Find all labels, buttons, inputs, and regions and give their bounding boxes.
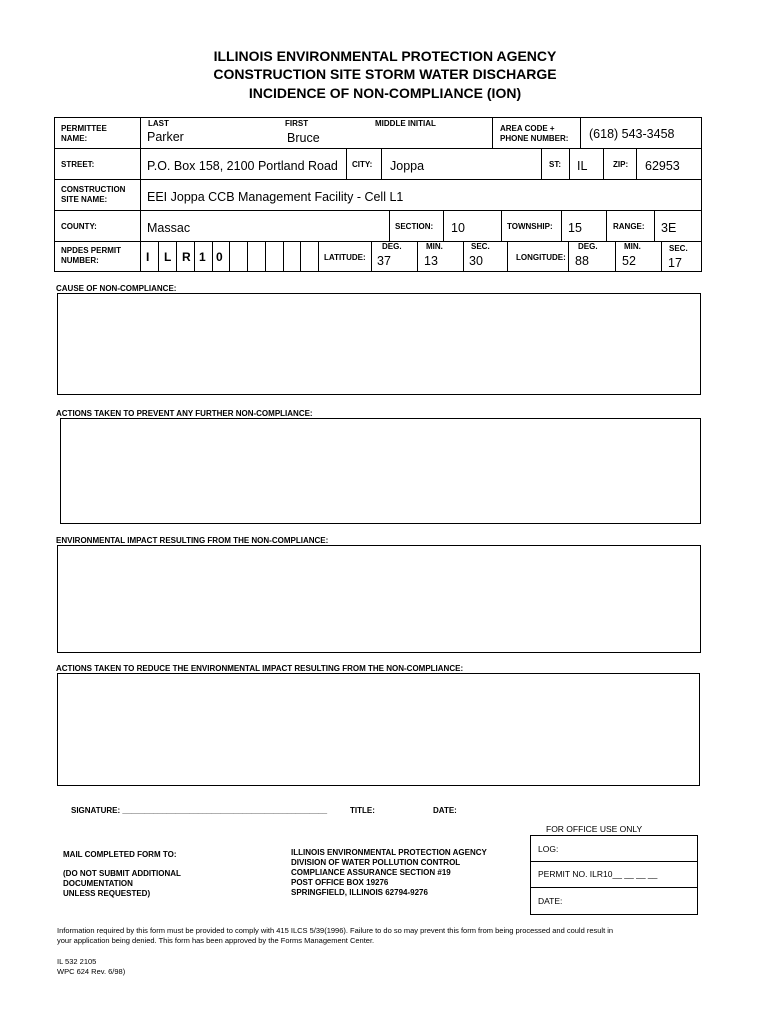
lat-sec-field[interactable]: 30 (469, 254, 483, 268)
lon-min-label: MIN. (624, 242, 641, 251)
npdes-digit[interactable]: I (146, 250, 150, 264)
npdes-digit[interactable]: 1 (199, 250, 206, 264)
township-label: TOWNSHIP: (507, 222, 553, 231)
first-name-label: FIRST (285, 119, 309, 128)
first-name-field[interactable]: Bruce (287, 131, 320, 145)
impact-textarea[interactable] (57, 545, 701, 653)
office-date-field[interactable]: DATE: (538, 896, 563, 906)
form-title-type: CONSTRUCTION SITE STORM WATER DISCHARGE (213, 66, 557, 82)
middle-initial-label: MIDDLE INITIAL (375, 119, 436, 128)
longitude-label: LONGITUDE: (516, 253, 566, 262)
state-label: ST: (549, 160, 561, 169)
npdes-digit[interactable]: R (182, 250, 191, 264)
actions-prevent-label: ACTIONS TAKEN TO PREVENT ANY FURTHER NON-COMPLIANCE: (56, 409, 313, 418)
site-name-field[interactable]: EEI Joppa CCB Management Facility - Cell L1 (147, 190, 404, 204)
city-label: CITY: (352, 160, 373, 169)
county-field[interactable]: Massac (147, 221, 191, 235)
state-field[interactable]: IL (577, 159, 588, 173)
actions-prevent-textarea[interactable] (60, 418, 701, 524)
title-label: TITLE: (350, 806, 375, 815)
phone-field[interactable]: (618) 543-3458 (589, 127, 675, 141)
lon-sec-field[interactable]: 17 (668, 256, 682, 270)
latitude-label: LATITUDE: (324, 253, 366, 262)
form-id: IL 532 2105 WPC 624 Rev. 6/98) (57, 957, 126, 976)
section-field[interactable]: 10 (451, 221, 465, 235)
lon-sec-label: SEC. (669, 244, 688, 253)
street-label: STREET: (61, 160, 95, 169)
range-label: RANGE: (613, 222, 645, 231)
mail-address: ILLINOIS ENVIRONMENTAL PROTECTION AGENCY DIVISION OF WATER POLLUTION CONTROL COMPLIANCE ASSURANCE SECTION #19 POST OFFICE BOX 19276 SPRINGFIELD, ILLINOIS 62794-9276 (291, 848, 487, 897)
mail-note: (DO NOT SUBMIT ADDITIONAL DOCUMENTATION UNLESS REQUESTED) (63, 869, 181, 898)
mail-heading: MAIL COMPLETED FORM TO: (63, 850, 177, 859)
township-field[interactable]: 15 (568, 221, 582, 235)
npdes-digit[interactable]: 0 (216, 250, 223, 264)
lat-min-label: MIN. (426, 242, 443, 251)
actions-reduce-textarea[interactable] (57, 673, 700, 786)
office-log-field[interactable]: LOG: (538, 844, 559, 854)
last-name-field[interactable]: Parker (147, 130, 184, 144)
cause-textarea[interactable] (57, 293, 701, 395)
lon-deg-field[interactable]: 88 (575, 254, 589, 268)
section-label: SECTION: (395, 222, 434, 231)
npdes-label: NPDES PERMIT NUMBER: (61, 246, 122, 265)
npdes-digit[interactable]: L (164, 250, 172, 264)
permittee-label: PERMITTEE NAME: (61, 124, 107, 143)
last-name-label: LAST (148, 119, 169, 128)
form-title-ion: INCIDENCE OF NON-COMPLIANCE (ION) (248, 85, 522, 101)
range-field[interactable]: 3E (661, 221, 677, 235)
cause-label: CAUSE OF NON-COMPLIANCE: (56, 284, 177, 293)
date-label: DATE: (433, 806, 457, 815)
street-field[interactable]: P.O. Box 158, 2100 Portland Road (147, 159, 338, 173)
lat-min-field[interactable]: 13 (424, 254, 438, 268)
lat-deg-field[interactable]: 37 (377, 254, 391, 268)
zip-field[interactable]: 62953 (645, 159, 680, 173)
footer-disclaimer: Information required by this form must be provided to comply with 415 ILCS 5/39(1996). Failure to do so may prevent this form from being processed and could result in your application being denied. This form has been approved by the Forms Management Center. (57, 926, 614, 945)
county-label: COUNTY: (61, 222, 97, 231)
lon-min-field[interactable]: 52 (622, 254, 636, 268)
signature-field[interactable]: SIGNATURE: ______________________________________________ (71, 806, 328, 815)
office-use-heading: FOR OFFICE USE ONLY (546, 824, 643, 834)
impact-label: ENVIRONMENTAL IMPACT RESULTING FROM THE NON-COMPLIANCE: (56, 536, 329, 545)
site-name-label: CONSTRUCTION SITE NAME: (61, 185, 126, 204)
actions-reduce-label: ACTIONS TAKEN TO REDUCE THE ENVIRONMENTAL IMPACT RESULTING FROM THE NON-COMPLIANCE: (56, 664, 464, 673)
lat-sec-label: SEC. (471, 242, 490, 251)
city-field[interactable]: Joppa (390, 159, 425, 173)
phone-label: AREA CODE + PHONE NUMBER: (500, 124, 569, 143)
lat-deg-label: DEG. (382, 242, 402, 251)
zip-label: ZIP: (613, 160, 629, 169)
office-permit-field[interactable]: PERMIT NO. ILR10__ __ __ __ (538, 869, 658, 879)
lon-deg-label: DEG. (578, 242, 598, 251)
form-title-agency: ILLINOIS ENVIRONMENTAL PROTECTION AGENCY (213, 48, 557, 64)
